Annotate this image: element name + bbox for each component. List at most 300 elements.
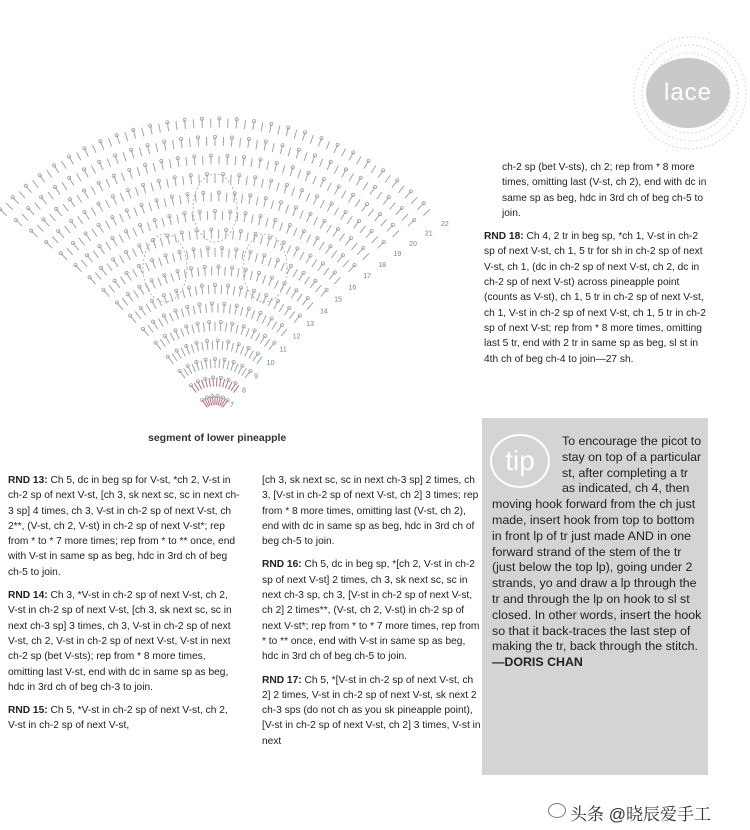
stitch-mark (256, 197, 258, 206)
stitch-mark (249, 351, 253, 359)
stitch-mark (120, 214, 124, 222)
stitch-mark (193, 119, 194, 128)
stitch-mark (300, 252, 304, 260)
round-number-label: 17 (363, 273, 371, 281)
stitch-mark (268, 298, 272, 306)
stitch-mark (201, 380, 204, 388)
stitch-mark (134, 208, 137, 216)
pattern-column-1 (8, 473, 240, 742)
stitch-mark (331, 251, 336, 258)
stitch-mark (78, 216, 83, 223)
stitch-mark (194, 383, 199, 391)
stitch-mark (277, 183, 279, 192)
stitch-mark (238, 268, 239, 277)
stitch-mark (123, 152, 126, 161)
stitch-mark (246, 176, 247, 185)
stitch-mark (210, 359, 211, 368)
round-label: RND 13: (8, 475, 48, 486)
stitch-mark (145, 263, 149, 271)
stitch-mark (61, 161, 66, 169)
stitch-mark (242, 250, 244, 259)
stitch-mark (231, 343, 233, 352)
diagram-caption: segment of lower pineapple (148, 432, 287, 444)
round-number-label: 11 (279, 346, 287, 354)
stitch-mark (334, 166, 338, 174)
chain-mark (382, 169, 385, 172)
tip-box (482, 418, 708, 775)
round-number-label: 10 (266, 360, 275, 368)
stitch-mark (286, 205, 289, 214)
stitch-mark (411, 197, 417, 204)
stitch-mark (231, 175, 232, 184)
stitch-mark (209, 378, 210, 387)
stitch-mark (201, 249, 202, 258)
stitch-mark (226, 323, 227, 332)
chain-mark (357, 219, 360, 222)
stitch-mark (312, 259, 317, 267)
stitch-mark (186, 250, 188, 259)
stitch-mark (106, 179, 110, 187)
stitch-mark (263, 275, 266, 283)
stitch-mark (148, 325, 153, 332)
stitch-mark (347, 216, 352, 223)
stitch-mark (313, 217, 317, 225)
stitch-mark (193, 306, 195, 315)
stitch-mark (137, 167, 140, 176)
stitch-mark (120, 193, 123, 201)
stitch-mark (282, 165, 284, 174)
stitch-mark (334, 208, 339, 216)
round-number-label: 7 (230, 401, 235, 409)
chain-mark (263, 334, 266, 337)
stitch-mark (262, 179, 264, 188)
stitch-mark (189, 231, 190, 240)
stitch-mark (105, 221, 109, 229)
stitch-mark (151, 183, 153, 192)
stitch-mark (133, 228, 137, 236)
stitch-mark (245, 289, 247, 298)
stitch-mark (133, 248, 137, 256)
stitch-mark (287, 245, 291, 253)
round-13 (8, 473, 240, 580)
stitch-mark (235, 156, 236, 165)
stitch-mark (240, 346, 243, 354)
round-number-label: 15 (334, 296, 342, 304)
stitch-mark (275, 280, 279, 288)
stitch-mark (298, 170, 301, 179)
stitch-mark (351, 243, 357, 250)
stitch-mark (172, 353, 177, 360)
stitch-mark (191, 344, 194, 353)
stitch-mark (158, 278, 161, 286)
stitch-mark (6, 203, 12, 209)
stitch-mark (77, 173, 81, 181)
stitch-mark (229, 249, 230, 258)
watermark: 头条 @晓辰爱手工 (570, 805, 711, 824)
round-14 (8, 588, 240, 695)
chain-mark (24, 184, 27, 187)
stitch-mark (120, 277, 125, 284)
stitch-mark (79, 238, 84, 245)
chain-mark (137, 264, 140, 267)
stitch-mark (122, 298, 128, 305)
stitch-mark (50, 214, 56, 221)
stitch-mark (134, 290, 139, 298)
chain-mark (367, 159, 370, 162)
stitch-mark (182, 289, 184, 298)
stitch-mark (219, 359, 220, 368)
chain-mark (295, 289, 298, 292)
stitch-mark (371, 165, 376, 173)
stitch-mark (149, 202, 152, 211)
stitch-mark (227, 361, 229, 370)
stitch-mark (158, 318, 162, 326)
stitch-mark (233, 230, 234, 239)
stitch-mark (357, 156, 361, 164)
stitch-mark (377, 192, 382, 199)
round-label: RND 15: (8, 705, 48, 717)
stitch-mark (293, 228, 297, 236)
stitch-mark (147, 222, 150, 231)
watermark-icon (548, 803, 566, 818)
chain-mark (249, 369, 252, 372)
stitch-mark (35, 203, 41, 210)
stitch-mark (159, 124, 161, 133)
stitch-mark (326, 141, 329, 149)
stitch-mark (235, 364, 239, 372)
chain-mark (126, 292, 129, 295)
round-text: Ch 4, 2 tr in beg sp, *ch 1, V-st in ch-2 sp of next V-st, ch 1, 5 tr for sh in ch-2 sp of next V-st, ch 1, (dc in ch-2 sp of next V-st, ch 2, dc in ch-2 sp of next V-st) across pineapple point (counts as V-st), ch 1, 5 tr in ch-2 sp of next V-st, ch 1, V-st in ch-2 sp of next V-st, ch 1, 5 tr in ch-2 sp of next V-st; rep from * 8 more times, omitting last 5 tr, end with 2 tr in same sp as beg, sl st in 4th ch of beg ch-4 to join—27 sh. (484, 231, 706, 365)
chain-mark (164, 334, 167, 337)
stitch-mark (327, 183, 331, 191)
stitch-mark (181, 309, 184, 318)
stitch-mark (48, 192, 53, 199)
stitch-mark (245, 120, 246, 129)
stitch-mark (108, 138, 111, 146)
stitch-mark (81, 260, 87, 267)
stitch-mark (242, 368, 247, 376)
round-number-label: 18 (378, 261, 386, 269)
stitch-mark (91, 187, 95, 195)
stitch-mark (77, 152, 81, 160)
stitch-mark (260, 236, 262, 245)
round-number-label: 16 (348, 284, 357, 292)
round-number-label: 20 (409, 240, 417, 248)
chain-mark (99, 266, 102, 269)
stitch-mark (183, 368, 188, 376)
round-number-label: 14 (319, 308, 328, 316)
chain-mark (57, 229, 60, 232)
chain-mark (74, 264, 77, 267)
stitch-mark (423, 209, 429, 215)
stitch-mark (368, 209, 373, 216)
stitch-mark (398, 186, 404, 193)
stitch-mark (233, 286, 234, 295)
stitch-mark (229, 305, 230, 314)
chain-mark (333, 271, 336, 274)
stitch-mark (307, 234, 311, 242)
round-number-label: 13 (306, 320, 314, 328)
tip-text (492, 434, 702, 671)
stitch-mark (177, 215, 179, 224)
stitch-mark (95, 272, 101, 279)
stitch-mark (267, 161, 269, 170)
round-label: RND 18: (484, 231, 524, 243)
stitch-mark (265, 339, 270, 346)
stitch-mark (192, 364, 196, 372)
stitch-mark (393, 231, 399, 237)
stitch-mark (289, 312, 294, 319)
stitch-mark (305, 277, 310, 284)
stitch-mark (363, 182, 368, 190)
pattern-column-2 (262, 473, 484, 757)
stitch-mark (246, 328, 249, 336)
stitch-mark (240, 138, 241, 147)
stitch-mark (160, 339, 165, 346)
stitch-mark (268, 258, 271, 266)
stitch-mark (181, 328, 184, 336)
stitch-mark (274, 240, 277, 249)
stitch-mark (315, 285, 321, 292)
stitch-mark (107, 159, 110, 167)
stitch-mark (167, 179, 169, 188)
stitch-mark (255, 253, 257, 262)
stitch-mark (355, 199, 360, 206)
stitch-mark (170, 159, 172, 168)
stitch-mark (313, 176, 316, 184)
stitch-mark (125, 132, 128, 141)
stitch-mark (52, 236, 58, 243)
pineapple-lobe (243, 234, 287, 302)
stitch-mark (22, 214, 28, 221)
stitch-mark (334, 277, 340, 284)
round-label: RND 17: (262, 674, 302, 686)
chain-mark (186, 364, 189, 367)
round-text: Ch 3, *V-st in ch-2 sp of next V-st, ch 2, V-st in ch-2 sp of next V-st, [ch 3, sk next sc, sc in next ch-3 sp] 3 times, ch 3, V-st in ch-2 sp of next V-st, ch 2, V-st in ch-2 sp of next V-st, V-st in next ch-2 sp (bet V-sts); rep from * 8 more times, omitting last V-st, end with dc in same sp as beg, hdc in 3rd ch of beg ch-3 to join. (8, 590, 232, 693)
stitch-mark (106, 200, 110, 208)
pattern-column-3 (484, 160, 710, 375)
round-text: Ch 5, *[V-st in ch-2 sp of next V-st, ch 2] 2 times, V-st in ch-2 sp of next V-st, sk next 2 ch-3 sps (do not ch as you sk pineapple point), [V-st in ch-2 sp of next V-st, ch 2] 3 times, V-st in next (262, 674, 481, 747)
stitch-mark (319, 242, 324, 250)
stitch-mark (172, 253, 174, 262)
crochet-pineapple-diagram (50, 118, 449, 423)
stitch-mark (135, 187, 138, 196)
stitch-mark (279, 304, 284, 312)
stitch-mark (228, 381, 232, 389)
stitch-mark (286, 287, 290, 295)
stitch-mark (181, 348, 185, 356)
stitch-mark (385, 175, 390, 182)
stitch-mark (390, 203, 396, 210)
stitch-mark (271, 200, 273, 209)
stitch-mark (145, 283, 149, 291)
stitch-mark (306, 193, 309, 201)
round-number-label: 21 (424, 230, 433, 238)
stitch-mark (121, 173, 124, 181)
round-number-label: 22 (441, 220, 449, 228)
chain-mark (27, 207, 30, 210)
stitch-mark (92, 229, 97, 237)
stitch-mark (342, 148, 346, 156)
round-label: RND 16: (262, 559, 302, 571)
chain-mark (88, 276, 91, 279)
chain-mark (273, 341, 276, 344)
chain-mark (289, 264, 292, 267)
stitch-mark (256, 140, 257, 149)
stitch-mark (206, 304, 207, 313)
stitch-mark (360, 226, 366, 233)
stitch-mark (203, 323, 204, 332)
chain-mark (151, 320, 154, 323)
chain-mark (400, 207, 403, 210)
chain-mark (337, 185, 340, 188)
chain-mark (69, 219, 72, 222)
stitch-mark (146, 243, 149, 251)
chain-mark (353, 264, 356, 267)
stitch-mark (402, 214, 408, 221)
stitch-mark (192, 212, 193, 221)
stitch-mark (262, 316, 266, 324)
stitch-mark (120, 255, 125, 263)
round-text: Ch 5, dc in beg sp for V-st, *ch 2, V-st in ch-2 sp of next V-st, [ch 3, sk next sc, sc in next ch-3 sp] 4 times, ch 3, V-st in ch-2 sp of next V-st, ch 2**, (V-st, ch 2, V-st) in ch-2 sp of next V-st*; rep from * to * 7 more times; rep from * to ** once, end with V-st in same sp as beg, hdc in 3rd ch of beg ch-5 to join. (8, 475, 240, 578)
chain-mark (396, 179, 399, 182)
stitch-mark (252, 311, 255, 319)
tip-body: To encourage the picot to stay on top of a particular st, after completing a tr as indicated, ch 4, then moving hook forward from the ch just made, insert hook from top to bottom in front lp of tr just made AND in one forward strand of the stem of the tr (just below the top lp), going under 2 strands, yo and draw a lp through the tr and through the lp on hook to sl st closed. In other words, insert the hook so that it back-traces the last step of making the tr, back through the stitch. (492, 434, 702, 654)
stitch-mark (63, 204, 68, 211)
stitch-mark (180, 195, 181, 204)
stitch-mark (225, 267, 226, 276)
stitch-mark (195, 286, 196, 295)
stitch-mark (324, 268, 329, 275)
stitch-mark (278, 126, 280, 135)
chain-mark (86, 254, 89, 257)
chain-mark (341, 254, 344, 257)
stitch-mark (281, 263, 285, 271)
stitch-mark (183, 176, 184, 185)
stitch-mark (241, 307, 243, 316)
round-15-continued: [ch 3, sk next sc, sc in next ch-3 sp] 2 times, ch 3, [V-st in ch-2 sp of next V-st, ch 2] 3 times; rep from * 8 more times, omitting last (V-st, ch 2), end with dc in same sp as beg, hdc in 3rd ch of beg ch-5 to join. (262, 475, 479, 548)
stitch-mark (109, 285, 115, 292)
chain-mark (306, 297, 309, 300)
stitch-mark (158, 298, 162, 306)
stitch-mark (65, 226, 71, 233)
stitch-mark (156, 143, 158, 152)
round-number-label: 12 (292, 333, 301, 341)
stitch-mark (272, 322, 277, 330)
stitch-mark (241, 194, 242, 203)
stitch-mark (33, 180, 38, 187)
pineapple-lobe (143, 234, 187, 302)
stitch-mark (77, 195, 82, 203)
round-16 (262, 557, 484, 664)
stitch-mark (236, 325, 238, 334)
stitch-mark (62, 182, 67, 190)
stitch-mark (160, 238, 163, 247)
stitch-mark (198, 267, 199, 276)
stitch-mark (349, 173, 353, 181)
stitch-mark (247, 232, 249, 241)
stitch-mark (272, 143, 274, 152)
chain-mark (154, 341, 157, 344)
stitch-mark (201, 361, 203, 370)
round-text: Ch 5, *V-st in ch-2 sp of next V-st, ch 2, V-st in ch-2 sp of next V-st, (8, 705, 228, 732)
stitch-mark (186, 157, 187, 166)
stitch-mark (250, 271, 252, 280)
stitch-mark (310, 135, 313, 144)
round-17-continued: ch-2 sp (bet V-sts), ch 2; rep from * 8 more times, omitting last (V-st, ch 2), end with dc in same sp as beg, hdc in 3rd ch of beg ch-5 to join. (502, 162, 707, 219)
pineapple-lobe (193, 174, 237, 242)
round-number-label: 8 (242, 387, 246, 395)
stitch-mark (293, 269, 297, 277)
stitch-mark (297, 294, 302, 301)
stitch-mark (67, 248, 73, 255)
stitch-mark (91, 208, 96, 216)
stitch-mark (294, 130, 296, 139)
stitch-mark (320, 200, 324, 208)
stitch-mark (222, 341, 223, 350)
stitch-mark (281, 329, 287, 336)
stitch-mark (142, 128, 144, 137)
stitch-mark (93, 251, 98, 258)
stitch-mark (292, 187, 295, 196)
stitch-mark (146, 304, 151, 312)
stitch-mark (192, 325, 194, 334)
chain-mark (256, 352, 259, 355)
stitch-mark (92, 145, 96, 153)
round-label: RND 14: (8, 590, 48, 602)
stitch-mark (251, 158, 252, 167)
stitch-mark (339, 233, 344, 240)
stitch-mark (342, 191, 346, 199)
round-text: Ch 5, dc in beg sp, *[ch 2, V-st in ch-2 sp of next V-st] 2 times, ch 3, sk next sc, sc in next ch-3 sp, ch 3, [V-st in ch-2 sp of next V-st, ch 2] 2 times**, (V-st, ch 2, V-st) in ch-2 sp of next V-st*; rep from * to * 7 more times, rep from * to ** once, end with V-st in same sp as beg, hdc in 3rd ch of beg ch-5 to join. (262, 559, 480, 663)
round-17 (262, 673, 484, 749)
stitch-mark (119, 234, 123, 242)
stitch-mark (327, 225, 332, 233)
chain-mark (68, 198, 71, 201)
stitch-mark (256, 333, 260, 341)
stitch-mark (189, 138, 190, 147)
stitch-mark (135, 312, 140, 319)
stitch-mark (159, 258, 162, 266)
stitch-mark (170, 333, 174, 341)
stitch-mark (173, 140, 174, 149)
stitch-mark (257, 357, 262, 364)
stitch-mark (92, 166, 96, 174)
stitch-mark (133, 269, 137, 277)
chain-mark (178, 369, 181, 372)
section-badge (646, 58, 730, 128)
stitch-mark (47, 170, 52, 177)
stitch-mark (107, 263, 112, 270)
stitch-mark (19, 191, 25, 198)
stitch-mark (300, 210, 304, 218)
round-number-label: 19 (393, 251, 402, 259)
stitch-mark (106, 242, 111, 250)
tip-author: —DORIS CHAN (492, 655, 583, 670)
stitch-mark (170, 313, 174, 321)
stitch-mark (319, 159, 322, 167)
stitch-mark (202, 342, 204, 351)
round-15 (8, 703, 240, 734)
stitch-mark (176, 121, 177, 130)
tip-bubble-label: tip (505, 445, 535, 476)
round-number-label: 9 (254, 373, 259, 381)
stitch-mark (307, 303, 313, 310)
stitch-mark (139, 147, 141, 156)
stitch-mark (153, 163, 155, 172)
stitch-mark (164, 198, 166, 207)
stitch-mark (304, 152, 307, 161)
